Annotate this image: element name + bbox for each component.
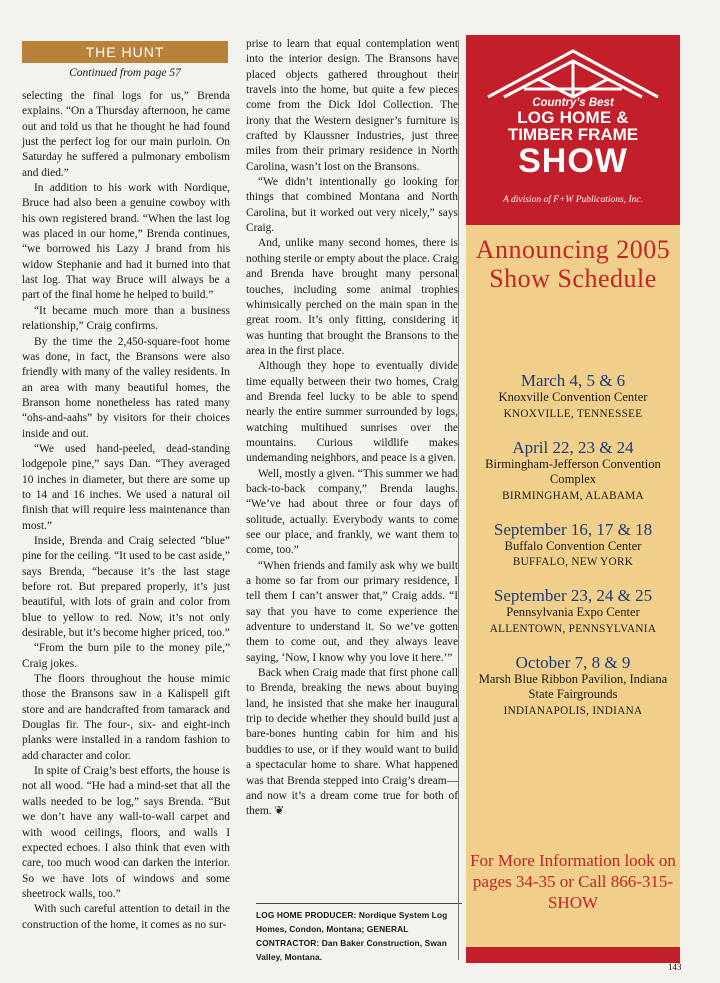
logo-line-log-home: LOG HOME & xyxy=(517,108,629,127)
show-logo xyxy=(466,97,680,179)
show-date: March 4, 5 & 6 xyxy=(520,371,626,390)
paragraph: In spite of Craig’s best efforts, the house is not all wood. “He had a mind-set that all the walls needed to be log,” says Brenda. “But we don’t have any wall-to-wall carpet and with wood ceilings, floors, and walls I expected echoes. I also think that even with care, too much wood can darken the interior. So we have lots of windows and some sheetrock walls, too.” xyxy=(22,765,230,900)
paragraph: Although they hope to eventually divide time equally between their two homes, Craig and Brenda feel lucky to be able to spend nearly the entire summer surrounded by logs, watching multihued sunrises over the mountains. Curious wildlife makes undemanding neighbors, and peace is a given. xyxy=(246,360,458,465)
more-info-callout: For More Information look on pages 34-35 or Call 866-315-SHOW xyxy=(470,851,676,912)
continued-note: Continued from page 57 xyxy=(69,67,181,79)
paragraph: The floors throughout the house mimic those the Bransons saw in a Kalispell gift store and are handcrafted from tamarack and Douglas fir. The four-, six- and eight-inch planks were installed in a random fashion to add character and color. xyxy=(22,673,230,762)
show-date: September 16, 17 & 18 xyxy=(493,519,653,539)
show-city: KNOXVILLE, TENNESSEE xyxy=(503,407,643,420)
paragraph: In addition to his work with Nordique, Bruce had also been a genuine cowboy with his own registered brand. “When the last log was placed in our home,” Brenda continues, “we borrowed his Lazy J brand from his widow Stephanie and had it burned into that last log. That way Bruce will always be a part of the final home he helped to build.” xyxy=(22,182,230,302)
logo-show: SHOW xyxy=(518,142,628,180)
column-divider xyxy=(458,40,459,960)
paragraph: Well, mostly a given. “This summer we had back-to-back company,” Brenda laughs. “We’ve had about three or four days of solitude, actually. Everybody wants to come see our place, and frankly, we want them to come, too.” xyxy=(246,467,458,557)
show-entry xyxy=(466,438,680,504)
paragraph: “It became much more than a business relationship,” Craig confirms. xyxy=(22,304,230,333)
paragraph: “We didn’t intentionally go looking for things that combined Montana and North Carolina, but it worked out very nicely,” says Craig. xyxy=(246,176,458,235)
paragraph: Inside, Brenda and Craig selected “blue” pine for the ceiling. “It used to be cast aside,” says Brenda, “because it’s the last stage before rot. But prepared properly, it’s just beautiful, with lots of grain and color from blue to yellow to red. Now, it’s not only desirable, but it’s become higher priced, too.” xyxy=(22,534,230,640)
show-city: INDIANAPOLIS, INDIANA xyxy=(503,704,643,717)
show-entry xyxy=(466,520,680,571)
division-note: A division of F+W Publications, Inc. xyxy=(502,195,643,205)
page-number: 143 xyxy=(668,962,682,972)
show-venue: Buffalo Convention Center xyxy=(504,538,642,553)
timber-frame-roof-icon xyxy=(484,45,662,101)
article-column-2 xyxy=(246,37,458,820)
article-column-1 xyxy=(22,89,230,933)
section-header: THE HUNT xyxy=(22,41,228,63)
show-date: April 22, 23 & 24 xyxy=(512,437,634,457)
paragraph: prise to learn that equal contemplation went into the interior design. The Bransons have placed objects gathered throughout their travels into the home, but quite a few pieces come from the Dick Idol Collection. The irony that the Western designer’s furniture is crafted by Klaussner Industries, just three miles from their primary residence in North Carolina, wasn’t lost on the Bransons. xyxy=(246,38,458,173)
credits-divider xyxy=(256,903,462,904)
logo-line-timber-frame: TIMBER FRAME xyxy=(507,125,639,144)
show-date: September 23, 24 & 25 xyxy=(493,586,653,605)
show-entry xyxy=(466,586,680,637)
paragraph: “We used hand-peeled, dead-standing lodgepole pine,” says Dan. “They averaged 10 inches in diameter, but there are some up to 14 and 16 inches. We used a natural oil finish that will require less maintenance than most.” xyxy=(22,442,230,532)
logo-tagline: Country’s Best xyxy=(532,97,614,109)
show-date: October 7, 8 & 9 xyxy=(515,652,631,672)
paragraph: selecting the final logs for us,” Brenda explains. “On a Thursday afternoon, he came out and told us that he thought he had found just the perfect log for our main purloin. On Saturday he suffered a pulmonary embolism and died.” xyxy=(22,90,230,179)
show-entry xyxy=(466,653,680,719)
show-schedule xyxy=(466,371,680,735)
show-entry xyxy=(466,371,680,422)
show-venue: Knoxville Convention Center xyxy=(498,390,648,404)
show-venue: Marsh Blue Ribbon Pavilion, Indiana State Fairgrounds xyxy=(478,671,668,701)
show-advertisement xyxy=(466,35,680,963)
article-credits: LOG HOME PRODUCER: Nordique System Log Homes, Condon, Montana; GENERAL CONTRACTOR: Dan Baker Construction, Swan Valley, Montana. xyxy=(256,910,448,962)
show-city: ALLENTOWN, PENNSYLVANIA xyxy=(489,622,657,635)
show-venue: Birmingham-Jefferson Convention Complex xyxy=(485,456,661,486)
show-venue: Pennsylvania Expo Center xyxy=(506,605,640,619)
announce-heading: Announcing 2005 Show Schedule xyxy=(475,235,671,293)
show-city: BUFFALO, NEW YORK xyxy=(512,556,634,568)
ad-logo-panel xyxy=(466,35,680,225)
ad-bottom-band xyxy=(466,947,680,963)
paragraph: Back when Craig made that first phone call to Brenda, breaking the news about buying land, he insisted that she make her inaugural trip to decide whether they should build just a bare-bones hunting cabin for him and his buddies to use, or if they would want to build a spectacular home to share. What happened was that Brenda stepped into Craig’s dream—and now it’s a dream come true for both of them. ❦ xyxy=(246,667,458,818)
paragraph: “When friends and family ask why we built a home so far from our primary residence, I tell them I can’t answer that,” Craig adds. “I say that you have to come experience the adventure to understand it. So we’ve gotten them to come out, and they always leave saying, ‘Now, I know why you love it here.’” xyxy=(246,559,458,664)
paragraph: And, unlike many second homes, there is nothing sterile or empty about the place. Craig and Brenda have brought many personal touches, including some animal trophies whimsically perched on the main span in the great room. It’s only fitting, considering it was hunting that brought the Bransons to the area in the first place. xyxy=(246,237,458,357)
show-city: BIRMINGHAM, ALABAMA xyxy=(502,489,644,502)
paragraph: With such careful attention to detail in the construction of the home, it comes as no sur- xyxy=(22,903,230,931)
paragraph: By the time the 2,450-square-foot home was done, in fact, the Bransons were also friendly with many of the valley residents. In an area with many beautiful homes, the Branson home nonetheless has rated many “ohs-and-aahs” by visitors for their choices inside and out. xyxy=(22,335,230,440)
paragraph: “From the burn pile to the money pile,” Craig jokes. xyxy=(22,642,230,670)
